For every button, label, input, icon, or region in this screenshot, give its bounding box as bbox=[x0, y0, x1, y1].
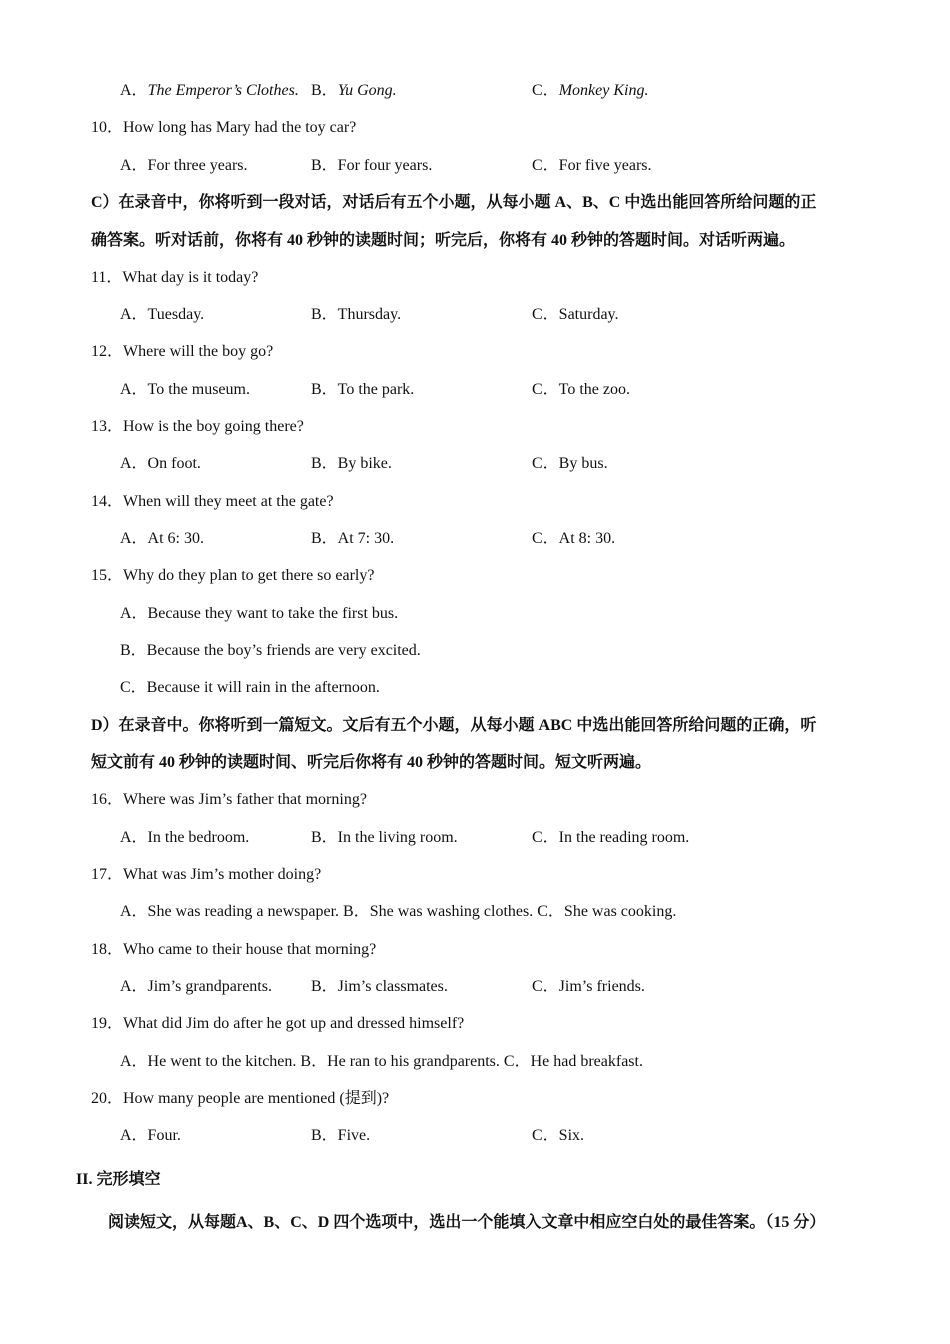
q9-option-b bbox=[311, 81, 397, 101]
option-label: A． bbox=[120, 82, 148, 99]
question-13: 13．How is the boy going there? bbox=[91, 418, 304, 435]
q15-option-b: B．Because the boy’s friends are very excited. bbox=[120, 642, 421, 659]
question-17: 17．What was Jim’s mother doing? bbox=[91, 866, 322, 883]
q10-option-c: C．For five years. bbox=[532, 157, 652, 174]
question-15: 15．Why do they plan to get there so early? bbox=[91, 567, 375, 584]
q18-option-b: B．Jim’s classmates. bbox=[311, 978, 448, 995]
q9-option-a bbox=[120, 81, 299, 101]
question-14: 14．When will they meet at the gate? bbox=[91, 493, 334, 510]
part-2-instruction: 阅读短文，从每题A、B、C、D 四个选项中，选出一个能填入文章中相应空白处的最佳答案。（15 分） bbox=[108, 1214, 826, 1231]
q20-option-b: B．Five. bbox=[311, 1127, 371, 1144]
question-20: 20．How many people are mentioned (提到)? bbox=[91, 1090, 390, 1107]
q12-option-a: A．To the museum. bbox=[120, 381, 250, 398]
q13-option-b: B．By bike. bbox=[311, 455, 392, 472]
q14-option-a: A．At 6: 30. bbox=[120, 530, 205, 547]
option-label: C． bbox=[532, 82, 559, 99]
q20-option-a: A．Four. bbox=[120, 1127, 181, 1144]
q14-option-b: B．At 7: 30. bbox=[311, 530, 395, 547]
section-c-instruction-line-2: 确答案。听对话前，你将有 40 秒钟的读题时间；听完后，你将有 40 秒钟的答题时间。对话听两遍。 bbox=[91, 232, 796, 249]
q14-option-c: C．At 8: 30. bbox=[532, 530, 616, 547]
q15-option-a: A．Because they want to take the first bus. bbox=[120, 605, 399, 622]
option-text: The Emperor’s Clothes. bbox=[147, 82, 299, 99]
q12-option-b: B．To the park. bbox=[311, 381, 415, 398]
question-18: 18．Who came to their house that morning? bbox=[91, 941, 377, 958]
section-d-instruction-line-1: D）在录音中。你将听到一篇短文。文后有五个小题，从每小题 ABC 中选出能回答所给问题的正确，听 bbox=[91, 717, 817, 734]
question-10: 10．How long has Mary had the toy car? bbox=[91, 119, 357, 136]
q9-option-c bbox=[532, 81, 648, 101]
q11-option-a: A．Tuesday. bbox=[120, 306, 205, 323]
q11-option-b: B．Thursday. bbox=[311, 306, 402, 323]
option-text: Monkey King. bbox=[558, 82, 649, 99]
q15-option-c: C．Because it will rain in the afternoon. bbox=[120, 679, 380, 696]
section-c-instruction-line-1: C）在录音中，你将听到一段对话，对话后有五个小题，从每小题 A、B、C 中选出能回答所给问题的正 bbox=[91, 194, 817, 211]
question-12: 12．Where will the boy go? bbox=[91, 343, 274, 360]
q18-option-a: A．Jim’s grandparents. bbox=[120, 978, 272, 995]
section-d-instruction-line-2: 短文前有 40 秒钟的读题时间、听完后你将有 40 秒钟的答题时间。短文听两遍。 bbox=[91, 754, 652, 771]
q16-option-b: B．In the living room. bbox=[311, 829, 458, 846]
option-label: B． bbox=[311, 82, 338, 99]
question-11: 11．What day is it today? bbox=[91, 269, 259, 286]
q11-option-c: C．Saturday. bbox=[532, 306, 619, 323]
q19-options: A．He went to the kitchen. B．He ran to his grandparents. C．He had breakfast. bbox=[120, 1053, 643, 1070]
q20-option-c: C．Six. bbox=[532, 1127, 585, 1144]
option-text: Yu Gong. bbox=[337, 82, 397, 99]
question-19: 19．What did Jim do after he got up and dressed himself? bbox=[91, 1015, 465, 1032]
part-2-heading: II. 完形填空 bbox=[76, 1171, 161, 1188]
q17-options: A．She was reading a newspaper. B．She was washing clothes. C．She was cooking. bbox=[120, 903, 677, 920]
q16-option-c: C．In the reading room. bbox=[532, 829, 690, 846]
q10-option-a: A．For three years. bbox=[120, 157, 248, 174]
q10-option-b: B．For four years. bbox=[311, 157, 433, 174]
q12-option-c: C．To the zoo. bbox=[532, 381, 630, 398]
q13-option-c: C．By bus. bbox=[532, 455, 608, 472]
q13-option-a: A．On foot. bbox=[120, 455, 201, 472]
question-16: 16．Where was Jim’s father that morning? bbox=[91, 791, 367, 808]
q18-option-c: C．Jim’s friends. bbox=[532, 978, 645, 995]
q16-option-a: A．In the bedroom. bbox=[120, 829, 250, 846]
